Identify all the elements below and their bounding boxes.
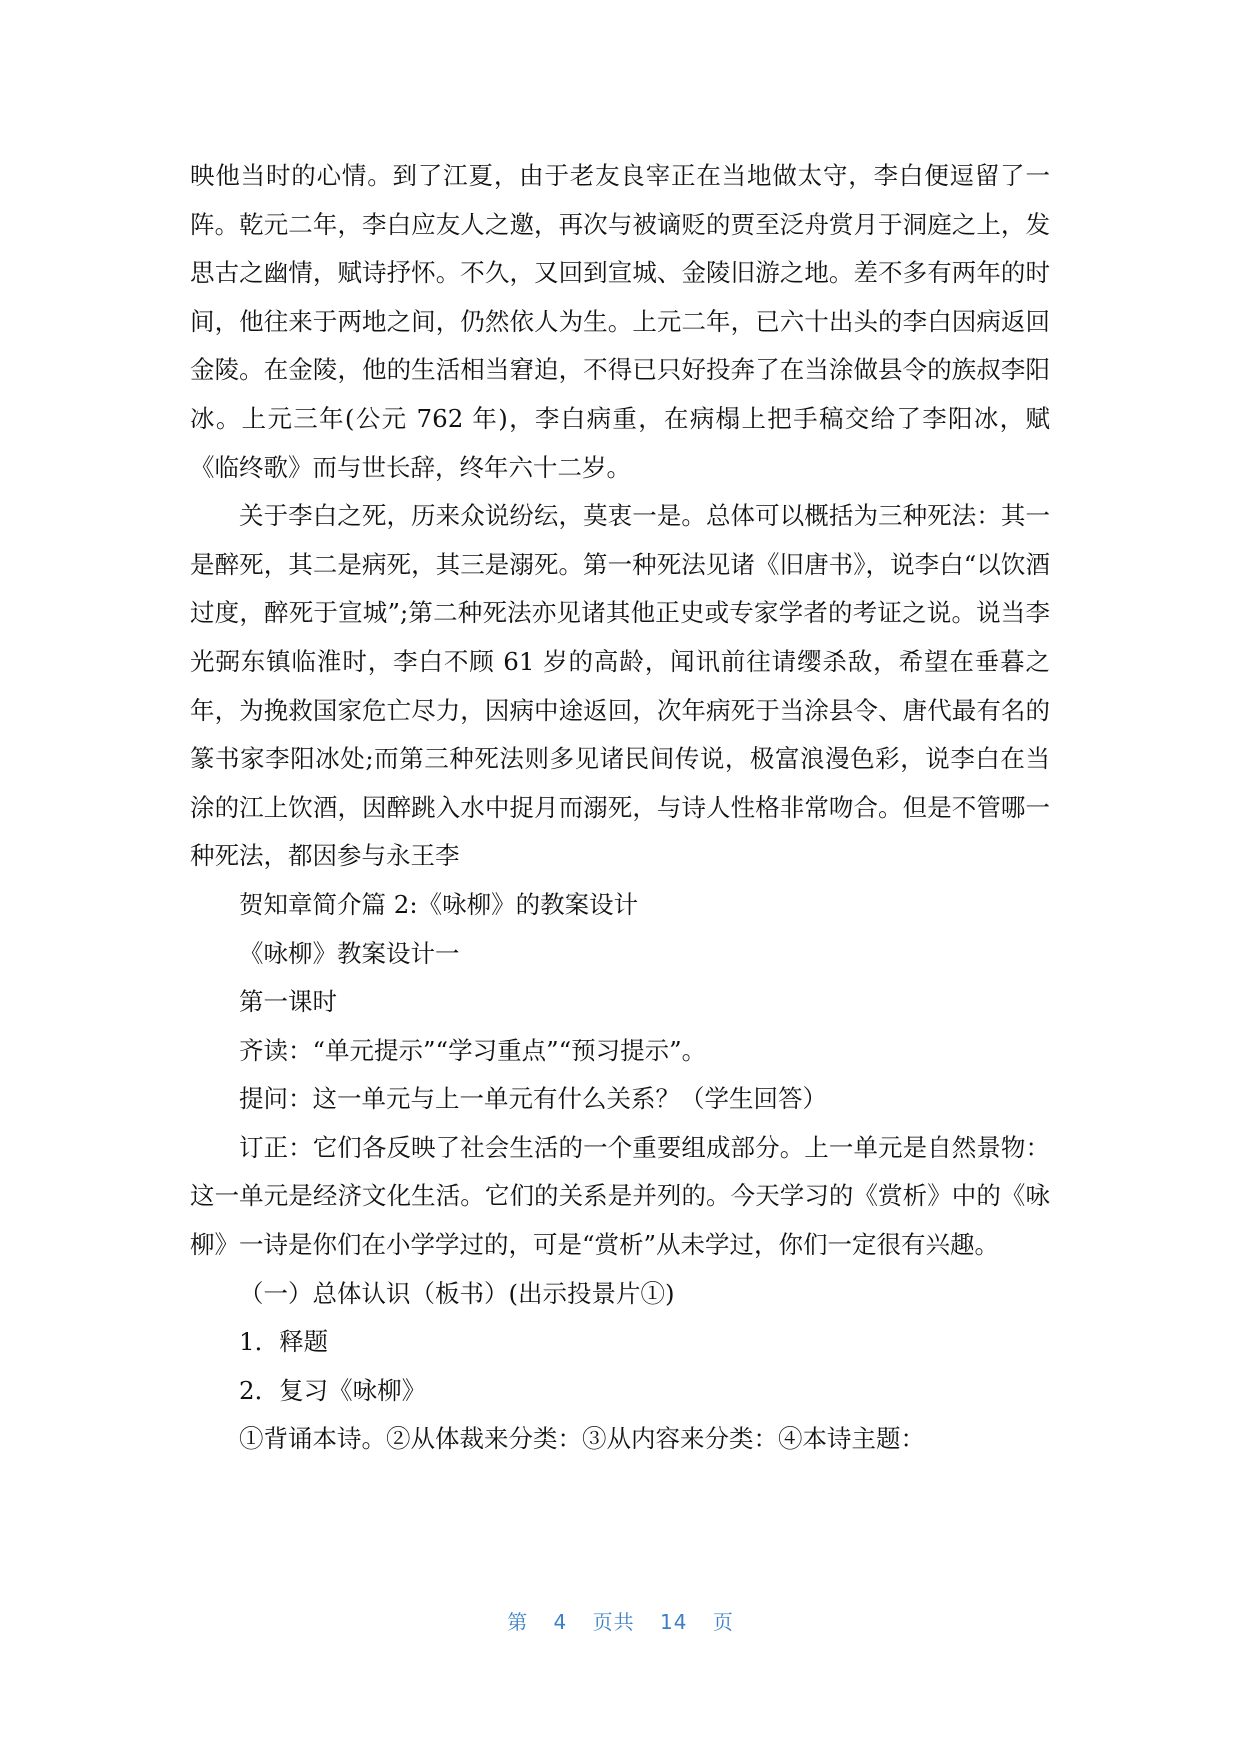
document-body — [190, 152, 1050, 1464]
section-heading: 贺知章简介篇 2:《咏柳》的教案设计 — [239, 889, 639, 919]
footer-total-pages: 14 — [660, 1610, 688, 1634]
footer-current-page: 4 — [553, 1610, 568, 1634]
paragraph-li-bai-death: 关于李白之死，历来众说纷纭，莫衷一是。总体可以概括为三种死法：其一是醉死，其二是病死，其三是溺死。第一种死法见诸《旧唐书》，说李白“以饮酒过度，醉死于宣城”;第二种死法亦见诸其他正史或专家学者的考证之说。说当李光弼东镇临淮时，李白不顾 61 岁的高龄，闻讯前往请缨杀敌，希望在垂暮之年，为挽救国家危亡尽力，因病中途返回，次年病死于当涂县令、唐代最有名的篆书家李阳冰处;而第三种死法则多见诸民间传说，极富浪漫色彩，说李白在当涂的江上饮酒，因醉跳入水中捉月而溺死，与诗人性格非常吻合。但是不管哪一种死法，都因参与永王李 — [190, 501, 1050, 871]
overall-understanding-heading: （一）总体认识（板书）(出示投景片①) — [239, 1278, 675, 1308]
lesson-plan-title: 《咏柳》教案设计一 — [239, 938, 460, 968]
correction-paragraph: 订正：它们各反映了社会生活的一个重要组成部分。上一单元是自然景物：这一单元是经济文化生活。它们的关系是并列的。今天学习的《赏析》中的《咏柳》一诗是你们在小学学过的，可是“赏析”从未学过，你们一定很有兴趣。 — [190, 1132, 1050, 1260]
list-item-title-explanation: 1．释题 — [239, 1327, 329, 1357]
footer-label-ye-gong: 页共 — [592, 1610, 635, 1634]
footer-label-di: 第 — [507, 1610, 529, 1634]
reading-instruction: 齐读：“单元提示”“学习重点”“预习提示”。 — [239, 1035, 707, 1065]
question-line: 提问：这一单元与上一单元有什么关系？（学生回答） — [239, 1084, 827, 1114]
list-item-review-poem: 2．复习《咏柳》 — [239, 1375, 427, 1405]
page-footer — [0, 1606, 1241, 1635]
lesson-period: 第一课时 — [239, 987, 337, 1017]
paragraph-li-bai-later-years: 映他当时的心情。到了江夏，由于老友良宰正在当地做太守，李白便逗留了一阵。乾元二年，李白应友人之邀，再次与被谪贬的贾至泛舟赏月于洞庭之上，发思古之幽情，赋诗抒怀。不久，又回到宣城、金陵旧游之地。差不多有两年的时间，他往来于两地之间，仍然依人为生。上元二年，已六十出头的李白因病返回金陵。在金陵，他的生活相当窘迫，不得已只好投奔了在当涂做县令的族叔李阳冰。上元三年(公元 762 年)，李白病重，在病榻上把手稿交给了李阳冰，赋《临终歌》而与世长辞，终年六十二岁。 — [190, 161, 1050, 482]
review-tasks-line: ①背诵本诗。②从体裁来分类：③从内容来分类：④本诗主题： — [239, 1424, 925, 1454]
footer-label-ye: 页 — [712, 1610, 734, 1634]
